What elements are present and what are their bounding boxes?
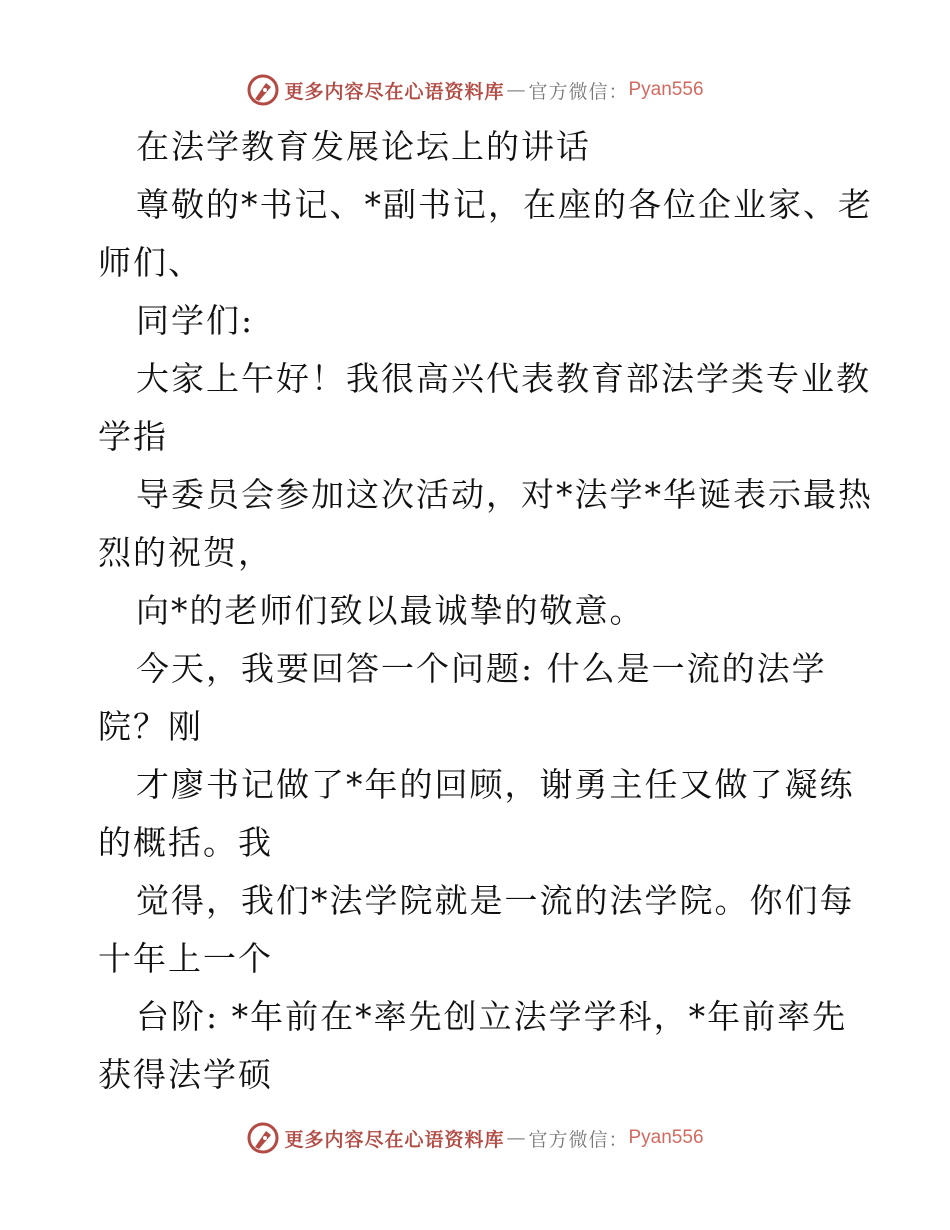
text-line: 今天，我要回答一个问题: 什么是一流的法学 [136, 649, 827, 688]
watermark-wechat-label: 官方微信： [528, 80, 629, 103]
watermark-dash: — [506, 79, 527, 101]
text-line: 尊敬的*书记、*副书记，在座的各位企业家、老 [136, 185, 873, 224]
text-line: 向*的老师们致以最诚挚的敬意。 [136, 591, 645, 630]
text-line: 院？刚 [98, 707, 203, 746]
watermark-wechat-id: Pyan556 [628, 79, 704, 100]
pen-nib-logo-icon [246, 73, 280, 107]
text-line: 导委员会参加这次活动，对*法学*华诞表示最热 [136, 475, 873, 514]
pen-nib-logo-icon [246, 1121, 280, 1155]
watermark-brand: 更多内容尽在心语资料库 [284, 80, 505, 103]
text-line: 同学们: [136, 301, 255, 340]
text-line: 十年上一个 [98, 939, 273, 978]
text-line: 获得法学硕 [98, 1055, 273, 1094]
header-watermark [0, 70, 950, 110]
text-line: 台阶: *年前在*率先创立法学学科，*年前率先 [136, 997, 848, 1036]
text-line: 师们、 [98, 243, 203, 282]
watermark-dash: — [506, 1127, 527, 1149]
text-line: 的概括。我 [98, 823, 273, 862]
footer-watermark [0, 1118, 950, 1158]
text-line: 烈的祝贺， [98, 533, 273, 572]
document-title: 在法学教育发展论坛上的讲话 [136, 127, 591, 166]
text-line: 觉得，我们*法学院就是一流的法学院。你们每 [136, 881, 855, 920]
watermark-wechat-id: Pyan556 [628, 1127, 704, 1148]
text-line: 大家上午好！我很高兴代表教育部法学类专业教 [136, 359, 871, 398]
watermark-wechat-label: 官方微信： [528, 1128, 629, 1151]
text-line: 才廖书记做了*年的回顾，谢勇主任又做了凝练 [136, 765, 855, 804]
watermark-brand: 更多内容尽在心语资料库 [284, 1128, 505, 1151]
text-line: 学指 [98, 417, 168, 456]
